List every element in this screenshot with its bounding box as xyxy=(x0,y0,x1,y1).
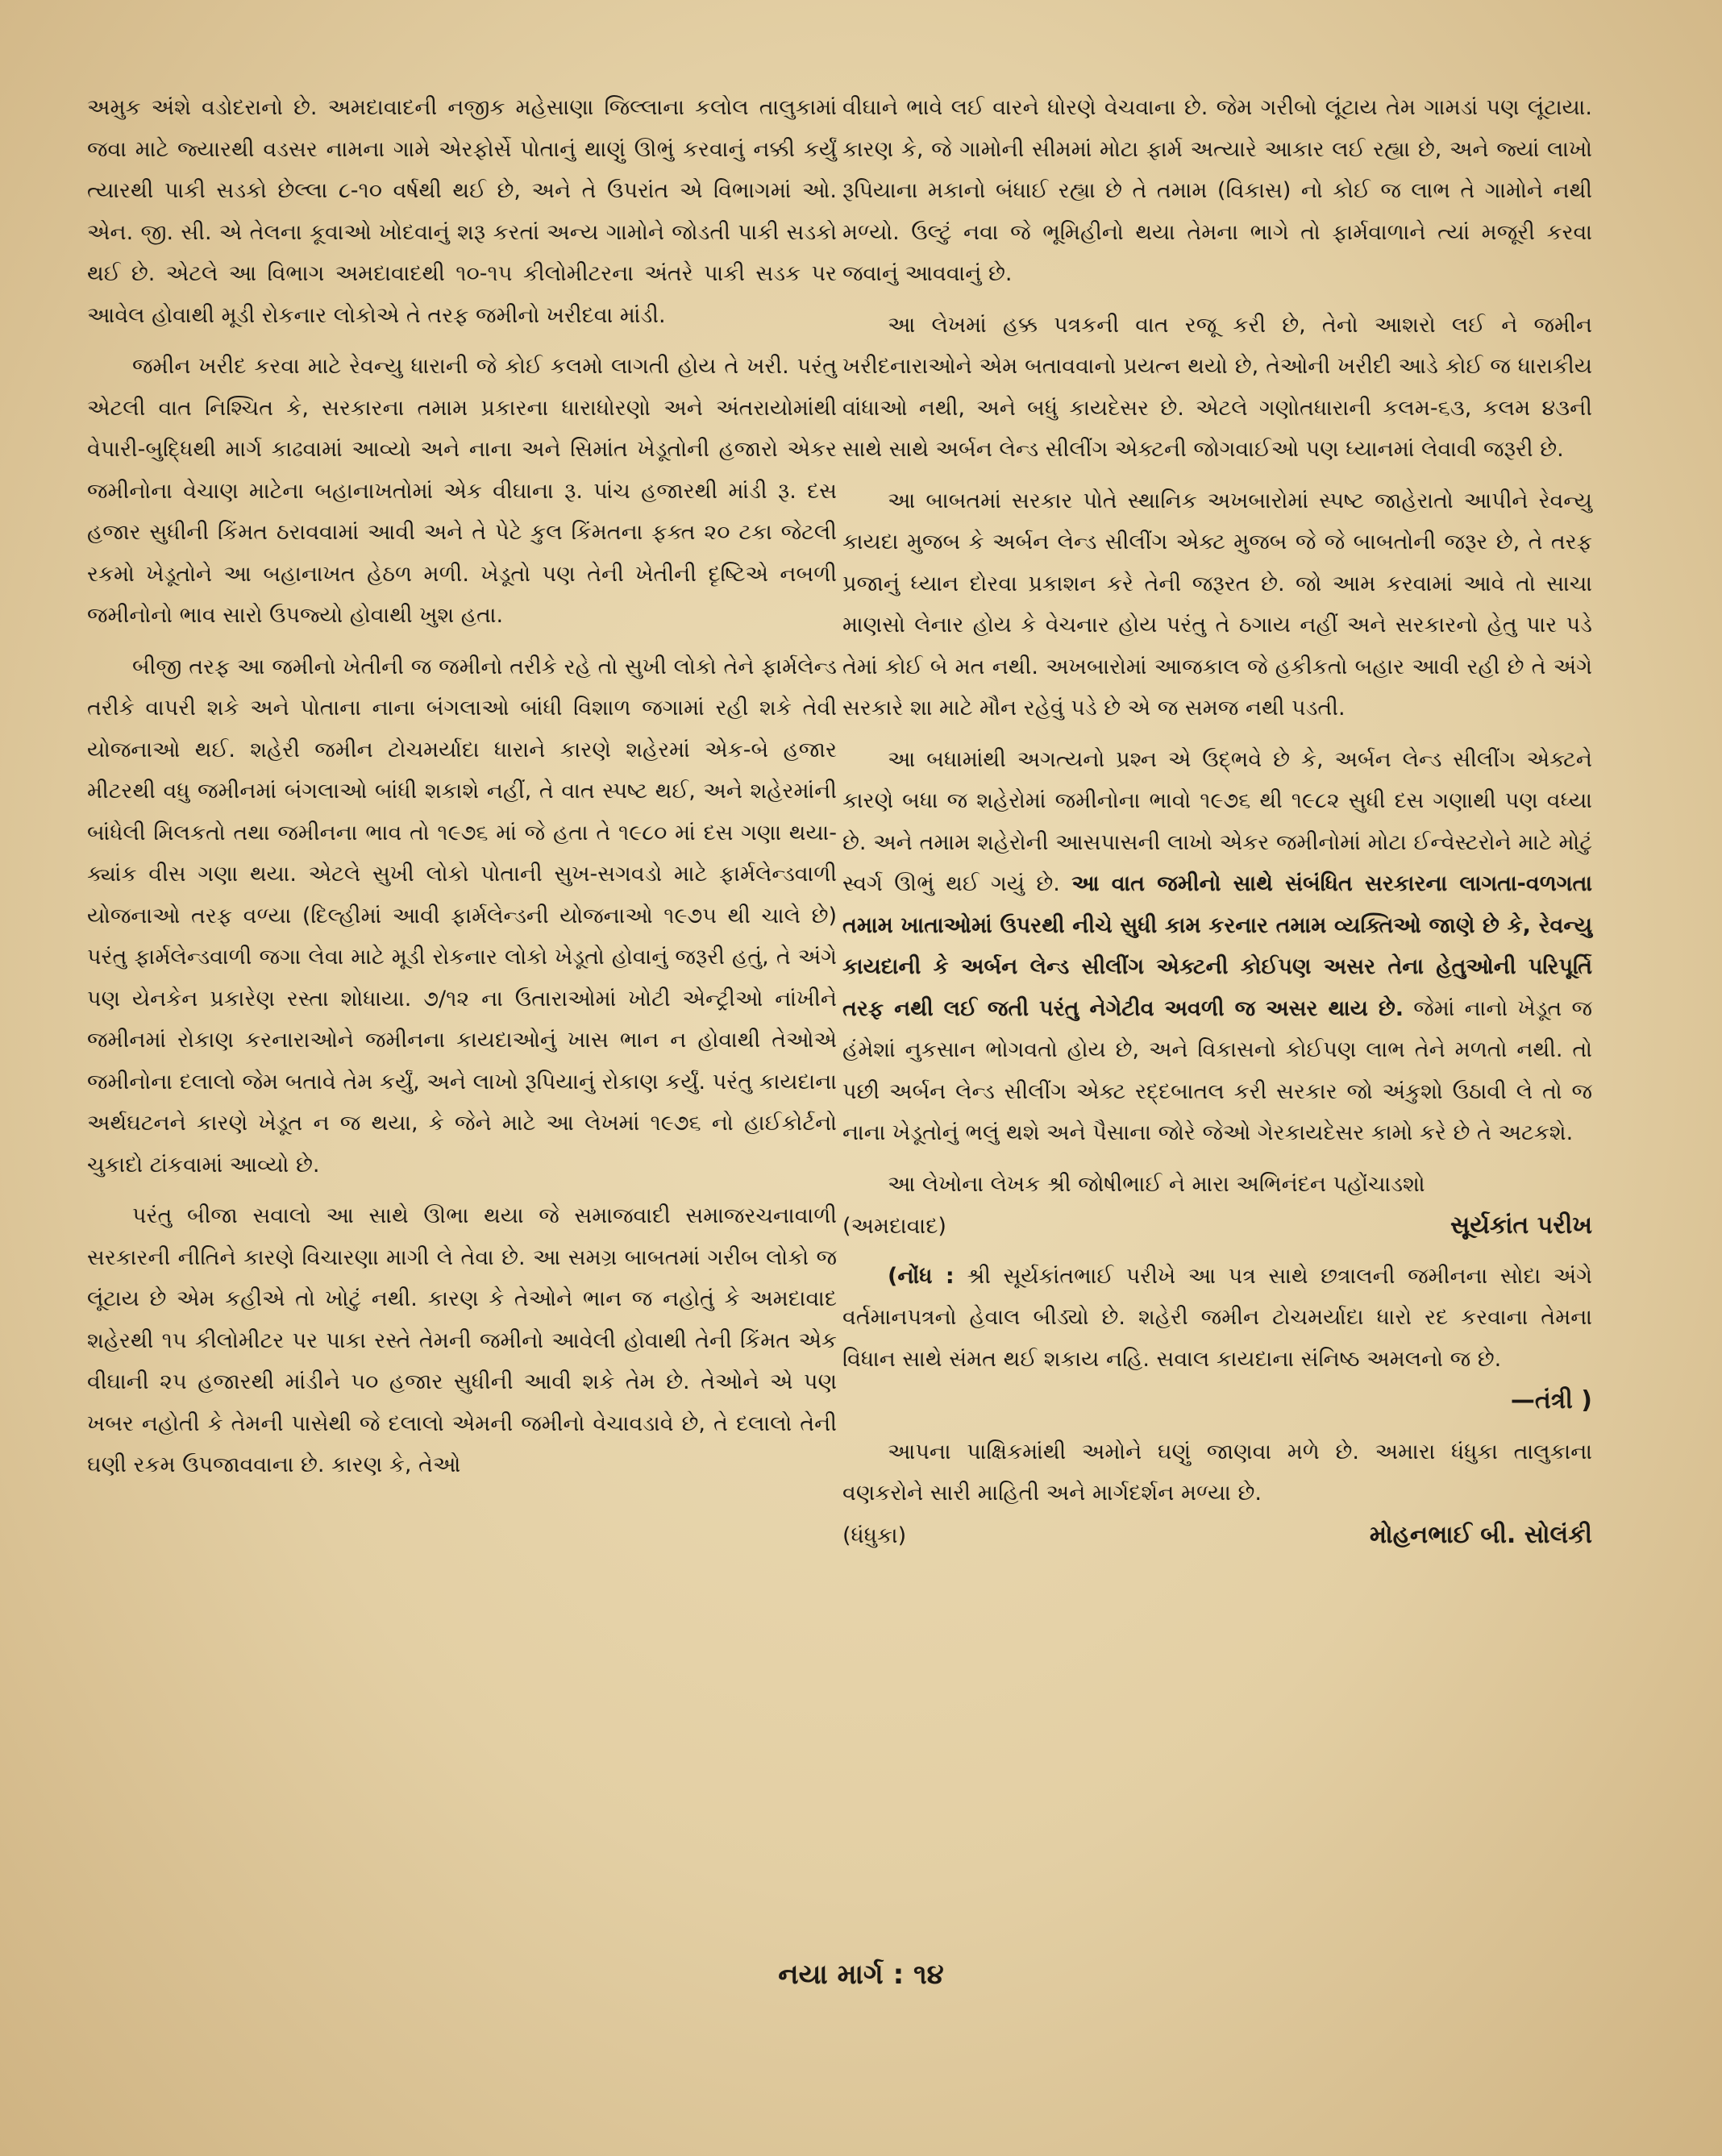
left-paragraph-4: પરંતુ બીજા સવાલો આ સાથે ઊભા થયા જે સમાજવાદી સમાજરચનાવાળી સરકારની નીતિને કારણે વિચારણા માગી લે તેવા છે. આ સમગ્ર બાબતમાં ગરીબ લોકો જ લૂંટાય છે એમ કહીએ તો ખોટું નથી. કારણ કે તેઓને ભાન જ નહોતું કે અમદાવાદ શહેરથી ૧૫ કીલોમીટર પર પાકા રસ્તે તેમની જમીનો આવેલી હોવાથી તેની કિંમત એક વીઘાની ૨૫ હજારથી માંડીને ૫૦ હજાર સુધીની આવી શકે તેમ છે. તેઓને એ પણ ખબર નહોતી કે તેમની પાસેથી જે દલાલો એમની જમીનો વેચાવડાવે છે, તે દલાલો તેની ઘણી રકમ ઉપજાવવાના છે. કારણ કે, તેઓ xyxy=(87,1203,837,1477)
signature-2 xyxy=(842,1514,1592,1557)
right-paragraph-4-bold: આ વાત જમીનો સાથે સંબંધિત સરકારના લાગતા-વળગતા તમામ ખાતાઓમાં ઉપરથી નીચે સુધી કામ કરનાર તમામ વ્યક્તિઓ જાણે છે કે, રેવન્યુ કાયદાની કે અર્બન લેન્ડ સીલીંગ એક્ટની કોઈપણ અસર તેના હેતુઓની પરિપૂર્તિ તરફ નથી લઈ જતી પરંતુ નેગેટીવ અવળી જ અસર થાય છે. xyxy=(842,871,1592,1021)
editor-note-label: (નોંધ : xyxy=(888,1263,955,1289)
left-paragraph-3: બીજી તરફ આ જમીનો ખેતીની જ જમીનો તરીકે રહે તો સુખી લોકો તેને ફાર્મલેન્ડ તરીકે વાપરી શકે અને પોતાના નાના બંગલાઓ બાંધી વિશાળ જગામાં રહી શકે તેવી યોજનાઓ થઈ. શહેરી જમીન ટોચમર્યાદા ધારાને કારણે શહેરમાં એક-બે હજાર મીટરથી વધુ જમીનમાં બંગલાઓ બાંધી શકાશે નહીં, તે વાત સ્પષ્ટ થઈ, અને શહેરમાંની બાંધેલી મિલકતો તથા જમીનના ભાવ તો ૧૯૭૬ માં જે હતા તે ૧૯૮૦ માં દસ ગણા થયા-ક્યાંક વીસ ગણા થયા. એટલે સુખી લોકો પોતાની સુખ-સગવડો માટે ફાર્મલેન્ડવાળી યોજનાઓ તરફ વળ્યા (દિલ્હીમાં આવી ફાર્મલેન્ડની યોજનાઓ ૧૯૭૫ થી ચાલે છે) પરંતુ ફાર્મલેન્ડવાળી જગા લેવા માટે મૂડી રોકનાર લોકો ખેડૂતો હોવાનું જરૂરી હતું, તે અંગે પણ યેનકેન પ્રકારેણ રસ્તા શોધાયા. ૭/૧૨ ના ઉતારાઓમાં ખોટી એન્ટ્રીઓ નાંખીને જમીનમાં રોકાણ કરનારાઓને જમીનના કાયદાઓનું ખાસ ભાન ન હોવાથી તેઓએ જમીનોના દલાલો જેમ બતાવે તેમ કર્યું, અને લાખો રૂપિયાનું રોકાણ કર્યું. પરંતુ કાયદાના અર્થઘટનને કારણે ખેડૂત ન જ થયા, કે જેને માટે આ લેખમાં ૧૯૭૬ નો હાઈકોર્ટનો ચુકાદો ટાંકવામાં આવ્યો છે. xyxy=(87,654,837,1178)
right-paragraph-4-end: જેમાં નાનો ખેડૂત જ હંમેશાં નુકસાન ભોગવતો હોય છે, અને વિકાસનો કોઈપણ લાભ તેને મળતો નથી. તો પછી અર્બન લેન્ડ સીલીંગ એક્ટ રદ્દબાતલ કરી સરકાર જો અંકુશો ઉઠાવી લે તો જ નાના ખેડૂતોનું ભલું થશે અને પૈસાના જોરે જેઓ ગેરકાયદેસર કામો કરે છે તે અટકશે. xyxy=(842,995,1593,1145)
editor-note-text: શ્રી સૂર્યકાંતભાઈ પરીખે આ પત્ર સાથે છત્રાલની જમીનના સોદા અંગે વર્તમાનપત્રનો હેવાલ બીડ્યો છે. શહેરી જમીન ટોચમર્યાદા ધારો રદ કરવાના તેમના વિધાન સાથે સંમત થઈ શકાય નહિ. સવાલ કાયદાના સંનિષ્ઠ અમલનો જ છે. xyxy=(842,1263,1592,1372)
right-paragraph-4-start: આ બધામાંથી અગત્યનો પ્રશ્ન એ ઉદ્ભવે છે કે, અર્બન લેન્ડ સીલીંગ એક્ટને કારણે બધા જ શહેરોમાં જમીનોના ભાવો ૧૯૭૬ થી ૧૯૮૨ સુધી દસ ગણાથી પણ વધ્યા છે. અને તમામ શહેરોની આસપાસની લાખો એકર જમીનોમાં મોટા ઈન્વેસ્ટરોને માટે મોટું સ્વર્ગ ઊભું થઈ ગયું છે. xyxy=(842,746,1592,896)
signature-1-place: (અમદાવાદ) xyxy=(842,1214,946,1239)
page-footer: નયા માર્ગ : ૧૪ xyxy=(778,1959,944,1991)
signature-1-name: સૂર્યકાંત પરીખ xyxy=(1450,1211,1592,1240)
right-paragraph-5: આ લેખોના લેખક શ્રી જોષીભાઈ ને મારા અભિનંદન પહોંચાડશો xyxy=(888,1171,1425,1197)
right-paragraph-1: વીઘાને ભાવે લઈ વારને ધોરણે વેચવાના છે. જેમ ગરીબો લૂંટાય તેમ ગામડાં પણ લૂંટાયા. કારણ કે, જે ગામોની સીમમાં મોટા ફાર્મ અત્યારે આકાર લઈ રહ્યા છે, અને જ્યાં લાખો રૂપિયાના મકાનો બંધાઈ રહ્યા છે તે તમામ (વિકાસ) નો કોઈ જ લાભ તે ગામોને નથી મળ્યો. ઉલ્ટું નવા જે ભૂમિહીનો થયા તેમના ભાગે તો ફાર્મવાળાને ત્યાં મજૂરી કરવા જવાનું આવવાનું છે. xyxy=(842,95,1592,286)
signature-2-name: મોહનભાઈ બી. સોલંકી xyxy=(1369,1520,1592,1549)
left-column xyxy=(87,87,837,1496)
right-paragraph-2: આ લેખમાં હક્ક પત્રકની વાત રજૂ કરી છે, તેનો આશરો લઈ ને જમીન ખરીદનારાઓને એમ બતાવવાનો પ્રયત્ન થયો છે, તેઓની ખરીદી આડે કોઈ જ ધારાકીય વાંધાઓ નથી, અને બધું કાયદેસર છે. એટલે ગણોતધારાની કલમ-૬૩, કલમ ૪૩ની સાથે સાથે અર્બન લેન્ડ સીલીંગ એક્ટની જોગવાઈઓ પણ ધ્યાનમાં લેવાવી જરૂરી છે. xyxy=(842,312,1592,462)
right-column xyxy=(842,87,1592,1556)
signature-1 xyxy=(842,1205,1592,1248)
editor-note-sign: —તંત્રી ) xyxy=(1510,1386,1592,1414)
left-paragraph-1: અમુક અંશે વડોદરાનો છે. અમદાવાદની નજીક મહેસાણા જિલ્લાના કલોલ તાલુકામાં જવા માટે જ્યારથી વડસર નામના ગામે એરફોર્સે પોતાનું થાણું ઊભું કરવાનું નક્કી કર્યું ત્યારથી પાકી સડકો છેલ્લા ૮-૧૦ વર્ષથી થઈ છે, અને તે ઉપરાંત એ વિભાગમાં ઓ. એન. જી. સી. એ તેલના કૂવાઓ ખોદવાનું શરૂ કરતાં અન્ય ગામોને જોડતી પાકી સડકો થઈ છે. એટલે આ વિભાગ અમદાવાદથી ૧૦-૧૫ કીલોમીટરના અંતરે પાકી સડક પર આવેલ હોવાથી મૂડી રોકનાર લોકોએ તે તરફ જમીનો ખરીદવા માંડી. xyxy=(87,95,837,328)
right-paragraph-3: આ બાબતમાં સરકાર પોતે સ્થાનિક અખબારોમાં સ્પષ્ટ જાહેરાતો આપીને રેવન્યુ કાયદા મુજબ કે અર્બન લેન્ડ સીલીંગ એક્ટ મુજબ જે જે બાબતોની જરૂર છે, તે તરફ પ્રજાનું ધ્યાન દોરવા પ્રકાશન કરે તેની જરૂરત છે. જો આમ કરવામાં આવે તો સાચા માણસો લેનાર હોય કે વેચનાર હોય પરંતુ તે ઠગાય નહીં અને સરકારનો હેતુ પાર પડે તેમાં કોઈ બે મત નથી. અખબારોમાં આજકાલ જે હકીકતો બહાર આવી રહી છે તે અંગે સરકારે શા માટે મૌન રહેવું પડે છે એ જ સમજ નથી પડતી. xyxy=(842,488,1592,721)
editor-note xyxy=(842,1256,1592,1381)
right-paragraph-4 xyxy=(842,739,1592,1154)
right-paragraph-6: આપના પાક્ષિકમાંથી અમોને ઘણું જાણવા મળે છે. અમારા ધંધુકા તાલુકાના વણકરોને સારી માહિતી અને માર્ગદર્શન મળ્યા છે. xyxy=(842,1439,1592,1506)
left-paragraph-2: જમીન ખરીદ કરવા માટે રેવન્યુ ધારાની જે કોઈ કલમો લાગતી હોય તે ખરી. પરંતુ એટલી વાત નિશ્ચિત કે, સરકારના તમામ પ્રકારના ધારાધોરણો અને અંતરાયોમાંથી વેપારી-બુદ્ધિથી માર્ગ કાઢવામાં આવ્યો અને નાના અને સિમાંત ખેડૂતોની હજારો એકર જમીનોના વેચાણ માટેના બહાનાખતોમાં એક વીઘાના રૂ. પાંચ હજારથી માંડી રૂ. દસ હજાર સુધીની કિંમત ઠરાવવામાં આવી અને તે પેટે કુલ કિંમતના ફક્ત ૨૦ ટકા જેટલી રકમો ખેડૂતોને આ બહાનાખત હેઠળ મળી. ખેડૂતો પણ તેની ખેતીની દૃષ્ટિએ નબળી જમીનોનો ભાવ સારો ઉપજ્યો હોવાથી ખુશ હતા. xyxy=(87,354,837,628)
signature-2-place: (ધંધુકા) xyxy=(842,1522,907,1548)
